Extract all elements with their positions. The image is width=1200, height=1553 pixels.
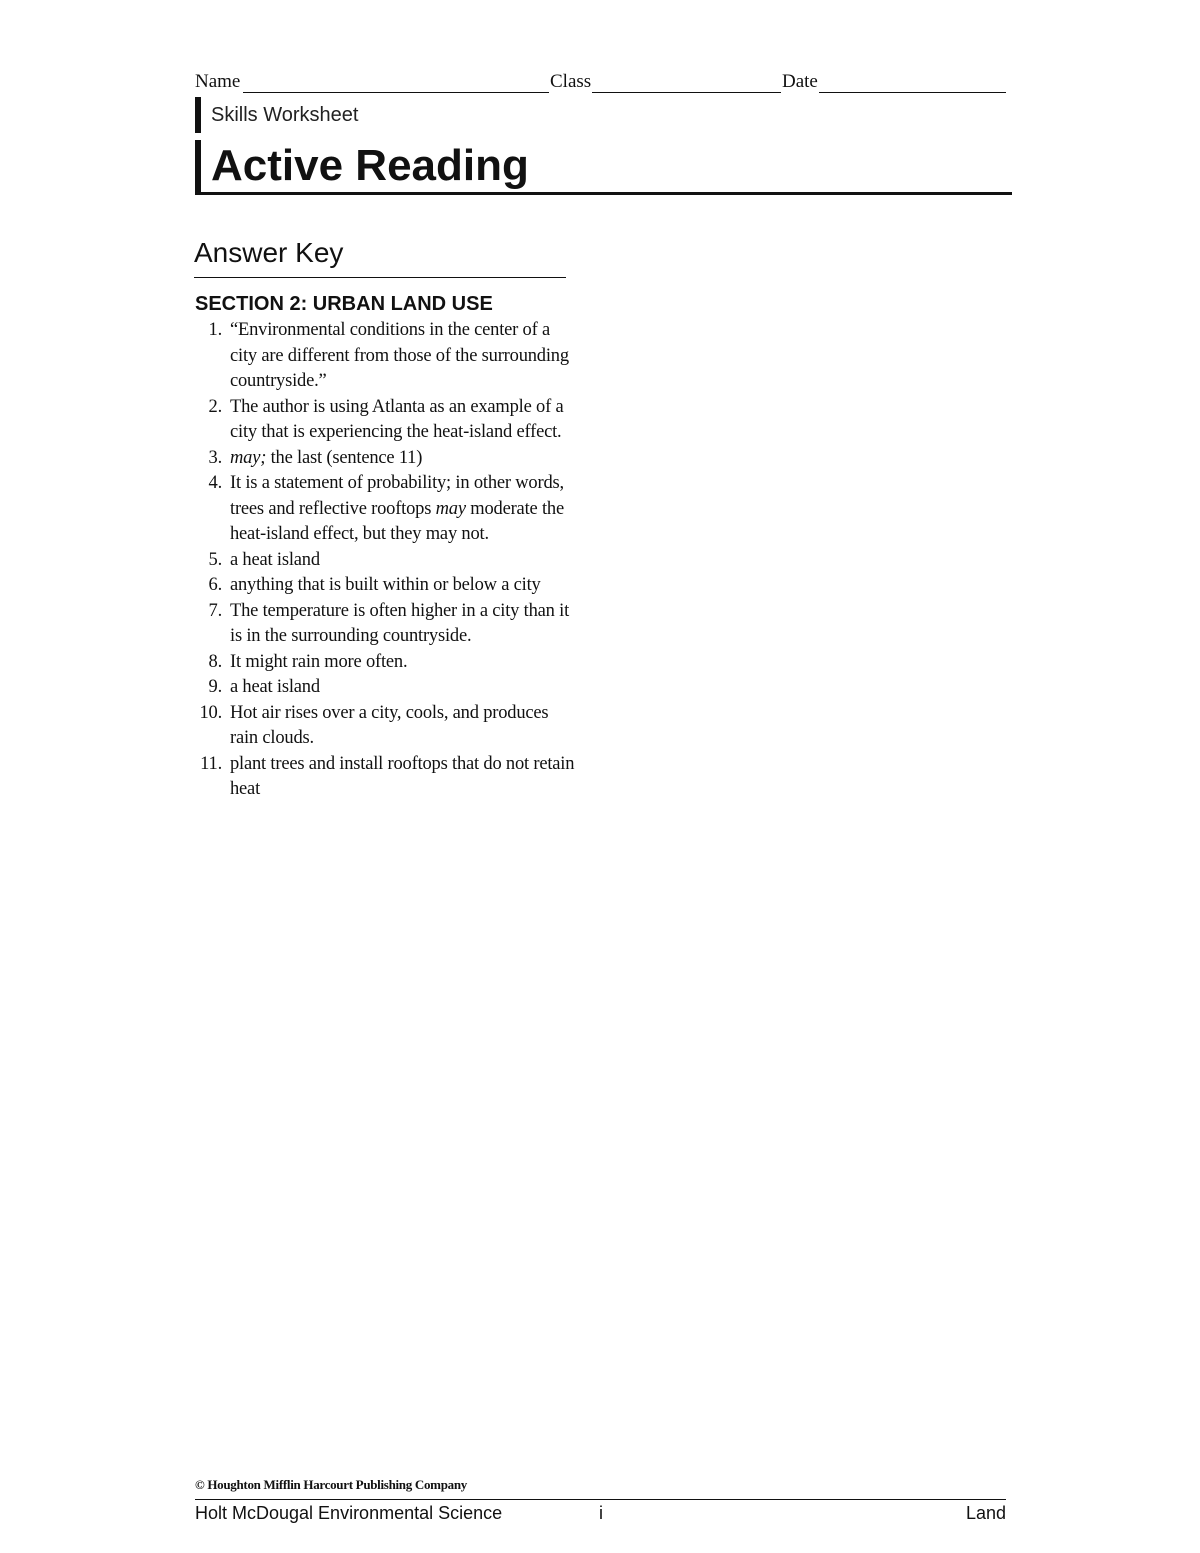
answer-text: The author is using Atlanta as an example of a city that is experiencing the heat-island effect.	[230, 396, 564, 442]
answer-item	[195, 548, 575, 574]
name-label: Name	[195, 71, 241, 92]
footer-book-title: Holt McDougal Environmental Science	[195, 1503, 503, 1523]
answer-emphasis: may	[435, 498, 466, 519]
answer-item	[195, 446, 575, 472]
name-class-date-line	[195, 70, 1006, 96]
answer-text: It might rain more often.	[230, 651, 408, 672]
footer-chapter: Land	[965, 1503, 1006, 1523]
answer-item	[195, 573, 575, 599]
answer-text: moderate the heat-island effect, but they may not.	[230, 498, 564, 544]
answer-text: a heat island	[230, 677, 320, 697]
worksheet-type: Skills Worksheet	[195, 97, 358, 133]
answer-number: 9.	[208, 677, 222, 697]
answer-number: 2.	[208, 396, 222, 417]
answer-number: 8.	[208, 651, 222, 672]
answer-item	[195, 471, 575, 548]
answer-item	[195, 752, 575, 803]
answer-number: 5.	[208, 549, 222, 570]
footer-page-number: i	[599, 1503, 603, 1523]
page-footer	[195, 1499, 1006, 1528]
answer-item	[195, 395, 575, 446]
date-blank	[819, 92, 1006, 93]
answer-text: The temperature is often higher in a city than it is in the surrounding countryside.	[230, 600, 570, 646]
answer-list	[195, 318, 575, 803]
answer-item	[195, 675, 575, 701]
answer-item	[195, 650, 575, 676]
answer-text: plant trees and install rooftops that do not retain heat	[230, 753, 575, 799]
answer-text: Hot air rises over a city, cools, and produces rain clouds.	[230, 702, 549, 748]
answer-number: 4.	[208, 473, 222, 493]
answer-number: 11.	[200, 753, 222, 774]
answer-number: 6.	[208, 575, 222, 595]
answer-number: 1.	[208, 320, 222, 340]
answer-number: 10.	[199, 702, 222, 723]
date-label: Date	[782, 71, 818, 92]
answer-item	[195, 599, 575, 650]
class-blank	[592, 92, 781, 93]
answer-item	[195, 701, 575, 752]
answer-key-heading: Answer Key	[194, 233, 566, 278]
title-block	[195, 140, 1012, 195]
answer-item	[195, 318, 575, 395]
name-blank	[243, 92, 549, 93]
answer-text: a heat island	[230, 549, 320, 570]
class-label: Class	[550, 71, 592, 92]
copyright-notice: © Houghton Mifflin Harcourt Publishing Company	[195, 1477, 467, 1492]
answer-emphasis: may;	[230, 447, 267, 468]
page-title: Active Reading	[211, 141, 529, 190]
answer-text-before: It is a statement of probability; in other words, trees and reflective rooftops	[230, 473, 564, 519]
answer-number: 3.	[208, 447, 222, 468]
answer-text: “Environmental conditions in the center of a city are different from those of the surrounding countryside.”	[230, 320, 569, 391]
answer-number: 7.	[208, 600, 222, 621]
answer-text: the last (sentence 11)	[266, 447, 423, 468]
section-heading: SECTION 2: URBAN LAND USE	[195, 293, 493, 315]
answer-text: anything that is built within or below a city	[230, 575, 541, 595]
